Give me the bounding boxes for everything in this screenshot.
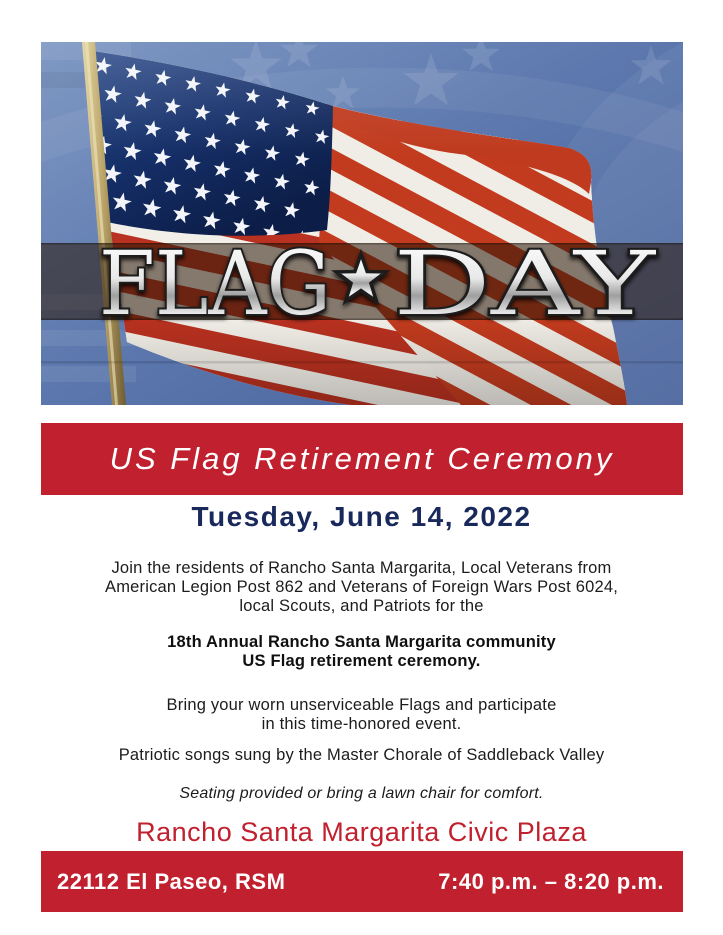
intro-line-1: Join the residents of Rancho Santa Margarita, Local Veterans from bbox=[111, 559, 612, 577]
intro-paragraph bbox=[61, 559, 662, 616]
seating-note: Seating provided or bring a lawn chair for comfort. bbox=[179, 785, 544, 802]
address-text: 22112 El Paseo, RSM bbox=[57, 868, 286, 894]
intro-line-2: American Legion Post 862 and Veterans of Foreign Wars Post 6024, bbox=[105, 578, 618, 596]
time-text: 7:40 p.m. – 8:20 p.m. bbox=[438, 868, 664, 894]
bring-line-1: Bring your worn unserviceable Flags and participate bbox=[166, 696, 557, 714]
flag-day-photo bbox=[41, 42, 683, 405]
background-seam-line bbox=[41, 361, 683, 364]
flag-word: FLAG bbox=[99, 232, 331, 335]
bring-flags-paragraph bbox=[61, 696, 662, 734]
event-date-heading: Tuesday, June 14, 2022 bbox=[191, 501, 532, 532]
ceremony-banner bbox=[41, 423, 683, 495]
day-word: DAY bbox=[393, 232, 657, 335]
intro-line-3: local Scouts, and Patriots for the bbox=[239, 597, 484, 615]
footer-banner bbox=[41, 851, 683, 912]
ceremony-banner-label: US Flag Retirement Ceremony bbox=[109, 441, 615, 476]
songs-paragraph: Patriotic songs sung by the Master Chorale of Saddleback Valley bbox=[118, 746, 605, 764]
annual-line-2: US Flag retirement ceremony. bbox=[242, 652, 481, 670]
venue-name: Rancho Santa Margarita Civic Plaza bbox=[136, 817, 587, 847]
annual-line-1: 18th Annual Rancho Santa Margarita community bbox=[167, 633, 556, 651]
bring-line-2: in this time-honored event. bbox=[261, 715, 462, 733]
annual-ceremony-heading bbox=[61, 633, 662, 671]
